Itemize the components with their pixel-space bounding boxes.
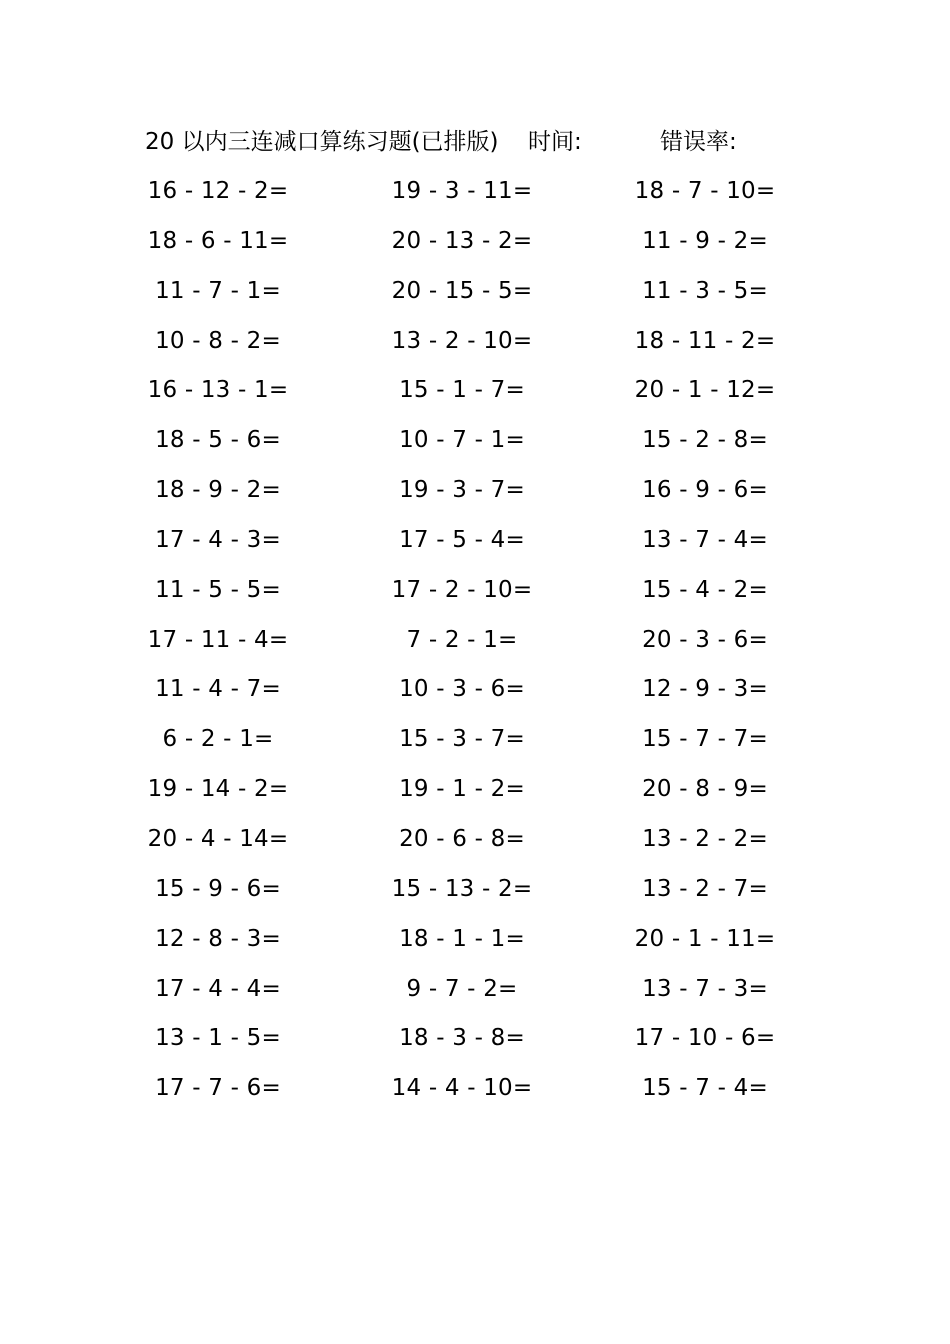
problem-item: 17 - 2 - 10= — [391, 576, 533, 603]
problem-item: 6 - 2 - 1= — [162, 726, 274, 753]
problem-item: 15 - 1 - 7= — [399, 377, 525, 404]
problem-item: 18 - 11 - 2= — [634, 327, 776, 354]
problem-item: 20 - 13 - 2= — [391, 227, 533, 254]
problem-item: 13 - 7 - 3= — [642, 975, 768, 1002]
problem-item: 18 - 5 - 6= — [155, 427, 281, 454]
problem-item: 16 - 9 - 6= — [642, 477, 768, 504]
problem-item: 15 - 13 - 2= — [391, 875, 533, 902]
problem-item: 11 - 7 - 1= — [155, 277, 281, 304]
problem-item: 17 - 4 - 3= — [155, 526, 281, 553]
problem-item: 15 - 4 - 2= — [642, 576, 768, 603]
problem-item: 15 - 7 - 7= — [642, 726, 768, 753]
problem-item: 18 - 6 - 11= — [147, 227, 289, 254]
problem-item: 18 - 7 - 10= — [634, 178, 776, 204]
problem-item: 17 - 11 - 4= — [147, 626, 289, 653]
problem-item: 19 - 3 - 11= — [391, 178, 533, 204]
problem-item: 10 - 7 - 1= — [399, 427, 525, 454]
problem-item: 19 - 1 - 2= — [399, 776, 525, 803]
problem-column-3 — [585, 172, 825, 1119]
problem-item: 19 - 14 - 2= — [147, 776, 289, 803]
problem-item: 15 - 9 - 6= — [155, 875, 281, 902]
problem-item: 15 - 3 - 7= — [399, 726, 525, 753]
problem-item: 17 - 7 - 6= — [155, 1075, 281, 1102]
problem-item: 18 - 1 - 1= — [399, 925, 525, 952]
problem-item: 20 - 15 - 5= — [391, 277, 533, 304]
error-rate-label: 错误率: — [660, 129, 737, 155]
problem-item: 13 - 2 - 7= — [642, 875, 768, 902]
problem-item: 16 - 13 - 1= — [147, 377, 289, 404]
problem-item: 18 - 9 - 2= — [155, 477, 281, 504]
problem-item: 20 - 6 - 8= — [399, 825, 525, 852]
problem-item: 14 - 4 - 10= — [391, 1075, 533, 1102]
problem-item: 20 - 1 - 11= — [634, 925, 776, 952]
problem-item: 12 - 8 - 3= — [155, 925, 281, 952]
problem-item: 20 - 4 - 14= — [147, 825, 289, 852]
time-label: 时间: — [528, 129, 582, 155]
problem-item: 12 - 9 - 3= — [642, 676, 768, 703]
problem-item: 17 - 10 - 6= — [634, 1025, 776, 1052]
problem-item: 13 - 2 - 2= — [642, 825, 768, 852]
problem-item: 7 - 2 - 1= — [406, 626, 518, 653]
problem-item: 19 - 3 - 7= — [399, 477, 525, 504]
problem-column-1 — [98, 172, 338, 1119]
problem-item: 13 - 7 - 4= — [642, 526, 768, 553]
problem-item: 13 - 2 - 10= — [391, 327, 533, 354]
problem-item: 13 - 1 - 5= — [155, 1025, 281, 1052]
problem-item: 11 - 4 - 7= — [155, 676, 281, 703]
problem-item: 17 - 5 - 4= — [399, 526, 525, 553]
problem-item: 20 - 8 - 9= — [642, 776, 768, 803]
worksheet-title: 20 以内三连减口算练习题(已排版) — [145, 129, 499, 155]
problem-item: 16 - 12 - 2= — [147, 178, 289, 204]
problem-item: 15 - 2 - 8= — [642, 427, 768, 454]
problem-item: 10 - 3 - 6= — [399, 676, 525, 703]
problem-item: 10 - 8 - 2= — [155, 327, 281, 354]
problem-item: 11 - 5 - 5= — [155, 576, 281, 603]
problem-item: 11 - 9 - 2= — [642, 227, 768, 254]
problem-item: 15 - 7 - 4= — [642, 1075, 768, 1102]
problem-item: 11 - 3 - 5= — [642, 277, 768, 304]
problem-item: 9 - 7 - 2= — [406, 975, 518, 1002]
problem-column-2 — [342, 172, 582, 1119]
problem-item: 18 - 3 - 8= — [399, 1025, 525, 1052]
problem-item: 20 - 3 - 6= — [642, 626, 768, 653]
problem-item: 20 - 1 - 12= — [634, 377, 776, 404]
worksheet-header — [145, 124, 785, 160]
problem-item: 17 - 4 - 4= — [155, 975, 281, 1002]
